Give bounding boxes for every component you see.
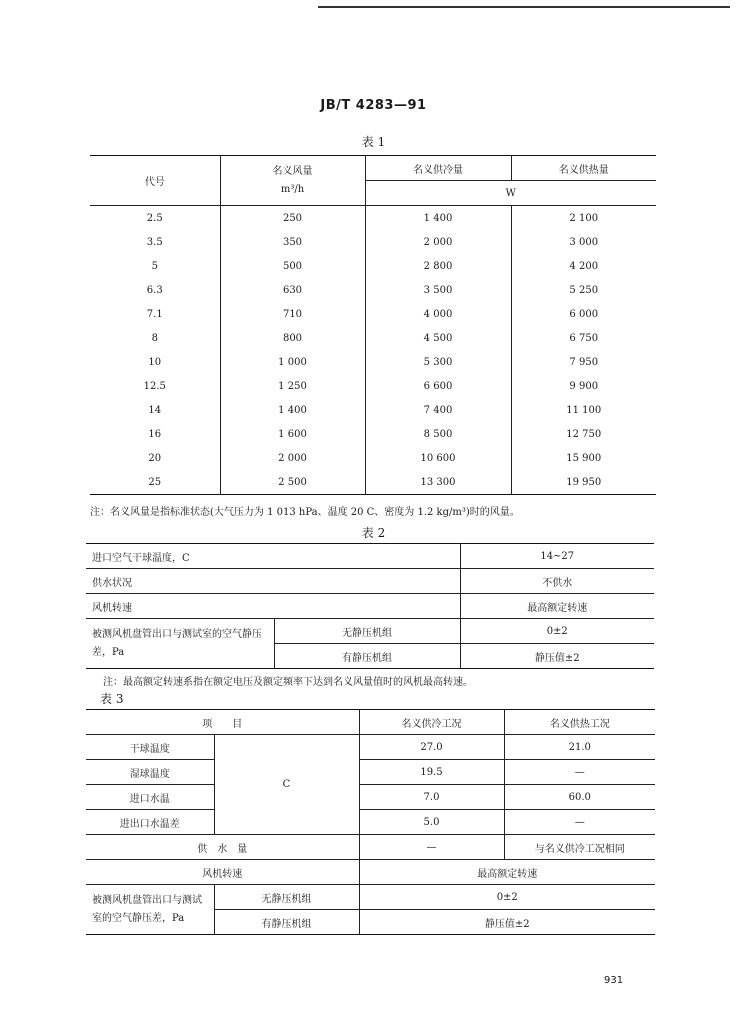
table1-cell-code: 3.5 bbox=[90, 230, 220, 254]
table3-unit-c: C bbox=[214, 735, 359, 835]
table1-cell-heating: 6 750 bbox=[569, 332, 599, 344]
table1-header-cooling: 名义供冷量 bbox=[365, 156, 511, 181]
table1-cell-airflow: 250 bbox=[220, 206, 365, 231]
table1-cell-cooling: 4 500 bbox=[365, 326, 511, 350]
table1-row bbox=[90, 254, 656, 278]
table1-cell-airflow: 1 600 bbox=[220, 422, 365, 446]
table1-row bbox=[90, 398, 656, 422]
table1-cell-cooling: 13 300 bbox=[365, 470, 511, 495]
table3-cooling-value: 5.0 bbox=[359, 810, 504, 835]
table1-row bbox=[90, 446, 656, 470]
table3-row-label: 湿球温度 bbox=[86, 760, 214, 785]
table1-cell-cooling: 6 600 bbox=[365, 374, 511, 398]
table1-header-airflow bbox=[220, 156, 365, 206]
top-rule bbox=[318, 6, 730, 8]
table2-water-label: 供水状况 bbox=[86, 569, 460, 594]
table3-cooling-value: 19.5 bbox=[359, 760, 504, 785]
table1-cell-heating: 7 950 bbox=[569, 356, 599, 368]
table1-cell-airflow: 1 400 bbox=[220, 398, 365, 422]
table1-header-code: 代号 bbox=[90, 156, 220, 206]
table3-fan-value: 最高额定转速 bbox=[359, 860, 655, 885]
table1-caption: 表 1 bbox=[361, 135, 386, 149]
table1-cell-cooling: 10 600 bbox=[365, 446, 511, 470]
table3-fan-label: 风机转速 bbox=[86, 860, 359, 885]
table1-cell-heating: 4 200 bbox=[569, 260, 599, 272]
table1-cell-airflow: 2 000 bbox=[220, 446, 365, 470]
table2-pressure-label: 被测风机盘管出口与测试室的空气静压差，Pa bbox=[86, 619, 274, 669]
table1-cell-heating: 9 900 bbox=[569, 380, 599, 392]
table3-heating-value: — bbox=[504, 760, 655, 785]
table1-cell-code: 12.5 bbox=[90, 374, 220, 398]
table1-cell-code: 10 bbox=[90, 350, 220, 374]
table1-cell-code: 5 bbox=[90, 254, 220, 278]
table2-no-pressure-label: 无静压机组 bbox=[274, 619, 460, 644]
table3 bbox=[86, 709, 655, 935]
table2 bbox=[86, 543, 654, 669]
table2-caption: 表 2 bbox=[361, 526, 386, 540]
table1-cell-cooling: 4 000 bbox=[365, 302, 511, 326]
table1 bbox=[90, 155, 656, 495]
table1-body bbox=[90, 206, 656, 495]
table3-cooling-value: 27.0 bbox=[359, 735, 504, 760]
table3-heating-value: — bbox=[504, 810, 655, 835]
table3-no-pressure-label: 无静压机组 bbox=[214, 885, 359, 910]
table1-cell-airflow: 710 bbox=[220, 302, 365, 326]
table1-cell-heating: 3 000 bbox=[569, 236, 599, 248]
table1-row bbox=[90, 230, 656, 254]
table1-unit-w: W bbox=[365, 181, 656, 206]
table1-cell-airflow: 800 bbox=[220, 326, 365, 350]
table1-cell-code: 7.1 bbox=[90, 302, 220, 326]
table1-row bbox=[90, 470, 656, 495]
table1-cell-cooling: 8 500 bbox=[365, 422, 511, 446]
table1-header-airflow-label: 名义风量 bbox=[272, 165, 313, 177]
table1-header-airflow-unit: m³/h bbox=[280, 183, 305, 195]
table3-header-cooling: 名义供冷工况 bbox=[359, 710, 504, 735]
table1-cell-airflow: 350 bbox=[220, 230, 365, 254]
table1-cell-code: 8 bbox=[90, 326, 220, 350]
table1-cell-code: 25 bbox=[90, 470, 220, 495]
table1-cell-airflow: 630 bbox=[220, 278, 365, 302]
table3-caption: 表 3 bbox=[100, 692, 124, 706]
table1-cell-cooling: 2 800 bbox=[365, 254, 511, 278]
table2-fan-label: 风机转速 bbox=[86, 594, 460, 619]
table1-cell-heating: 19 950 bbox=[511, 470, 656, 495]
table1-cell-heating: 2 100 bbox=[569, 212, 599, 224]
table1-cell-code: 6.3 bbox=[90, 278, 220, 302]
table2-inlet-temp-value: 14~27 bbox=[460, 544, 654, 569]
table1-cell-cooling: 3 500 bbox=[365, 278, 511, 302]
table1-row bbox=[90, 350, 656, 374]
table1-note: 注：名义风量是指标准状态(大气压力为 1 013 hPa、温度 20 C、密度为 1.2 kg/m³)时的风量。 bbox=[90, 507, 520, 518]
table1-cell-cooling: 2 000 bbox=[365, 230, 511, 254]
table2-no-pressure-value: 0±2 bbox=[460, 619, 654, 644]
table3-with-pressure-label: 有静压机组 bbox=[214, 910, 359, 935]
table2-with-pressure-label: 有静压机组 bbox=[274, 644, 460, 669]
table1-row bbox=[90, 278, 656, 302]
table3-cooling-value: 7.0 bbox=[359, 785, 504, 810]
table1-cell-airflow: 1 000 bbox=[220, 350, 365, 374]
table3-row-label: 进口水温 bbox=[86, 785, 214, 810]
table3-water-supply-cooling: — bbox=[359, 835, 504, 860]
table1-cell-heating: 5 250 bbox=[569, 284, 599, 296]
table2-note: 注：最高额定转速系指在额定电压及额定频率下达到名义风量值时的风机最高转速。 bbox=[103, 677, 473, 688]
table3-header-heating: 名义供热工况 bbox=[504, 710, 655, 735]
table3-with-pressure-value: 静压值±2 bbox=[359, 910, 655, 935]
table1-cell-heating: 11 100 bbox=[566, 404, 602, 416]
table1-cell-code: 14 bbox=[90, 398, 220, 422]
table3-water-supply-heating: 与名义供冷工况相同 bbox=[504, 835, 655, 860]
table3-no-pressure-value: 0±2 bbox=[359, 885, 655, 910]
table1-cell-code: 16 bbox=[90, 422, 220, 446]
table3-pressure-label: 被测风机盘管出口与测试室的空气静压差，Pa bbox=[86, 885, 214, 935]
table1-row bbox=[90, 326, 656, 350]
table2-fan-value: 最高额定转速 bbox=[460, 594, 654, 619]
table1-cell-code: 2.5 bbox=[90, 206, 220, 231]
table2-with-pressure-value: 静压值±2 bbox=[460, 644, 654, 669]
table1-header-heating: 名义供热量 bbox=[511, 156, 656, 181]
table1-row bbox=[90, 206, 656, 231]
table1-cell-heating: 12 750 bbox=[566, 428, 602, 440]
table3-water-supply-label: 供 水 量 bbox=[86, 835, 359, 860]
table3-row-label: 干球温度 bbox=[86, 735, 214, 760]
table2-water-value: 不供水 bbox=[460, 569, 654, 594]
table3-row-label: 进出口水温差 bbox=[86, 810, 214, 835]
table3-header-item: 项 目 bbox=[86, 710, 359, 735]
table3-heating-value: 21.0 bbox=[504, 735, 655, 760]
table1-row bbox=[90, 302, 656, 326]
table2-inlet-temp-label: 进口空气干球温度，C bbox=[86, 544, 460, 569]
table1-cell-airflow: 1 250 bbox=[220, 374, 365, 398]
table1-cell-code: 20 bbox=[90, 446, 220, 470]
table1-cell-heating: 15 900 bbox=[566, 452, 602, 464]
table3-heating-value: 60.0 bbox=[504, 785, 655, 810]
standard-number-header: JB/T 4283—91 bbox=[320, 98, 427, 113]
table1-cell-heating: 6 000 bbox=[569, 308, 599, 320]
table1-cell-cooling: 1 400 bbox=[365, 206, 511, 231]
table1-row bbox=[90, 422, 656, 446]
table1-row bbox=[90, 374, 656, 398]
table1-cell-cooling: 5 300 bbox=[365, 350, 511, 374]
table1-cell-cooling: 7 400 bbox=[365, 398, 511, 422]
page-number: 931 bbox=[604, 975, 624, 986]
table1-cell-airflow: 2 500 bbox=[220, 470, 365, 495]
table1-cell-airflow: 500 bbox=[220, 254, 365, 278]
